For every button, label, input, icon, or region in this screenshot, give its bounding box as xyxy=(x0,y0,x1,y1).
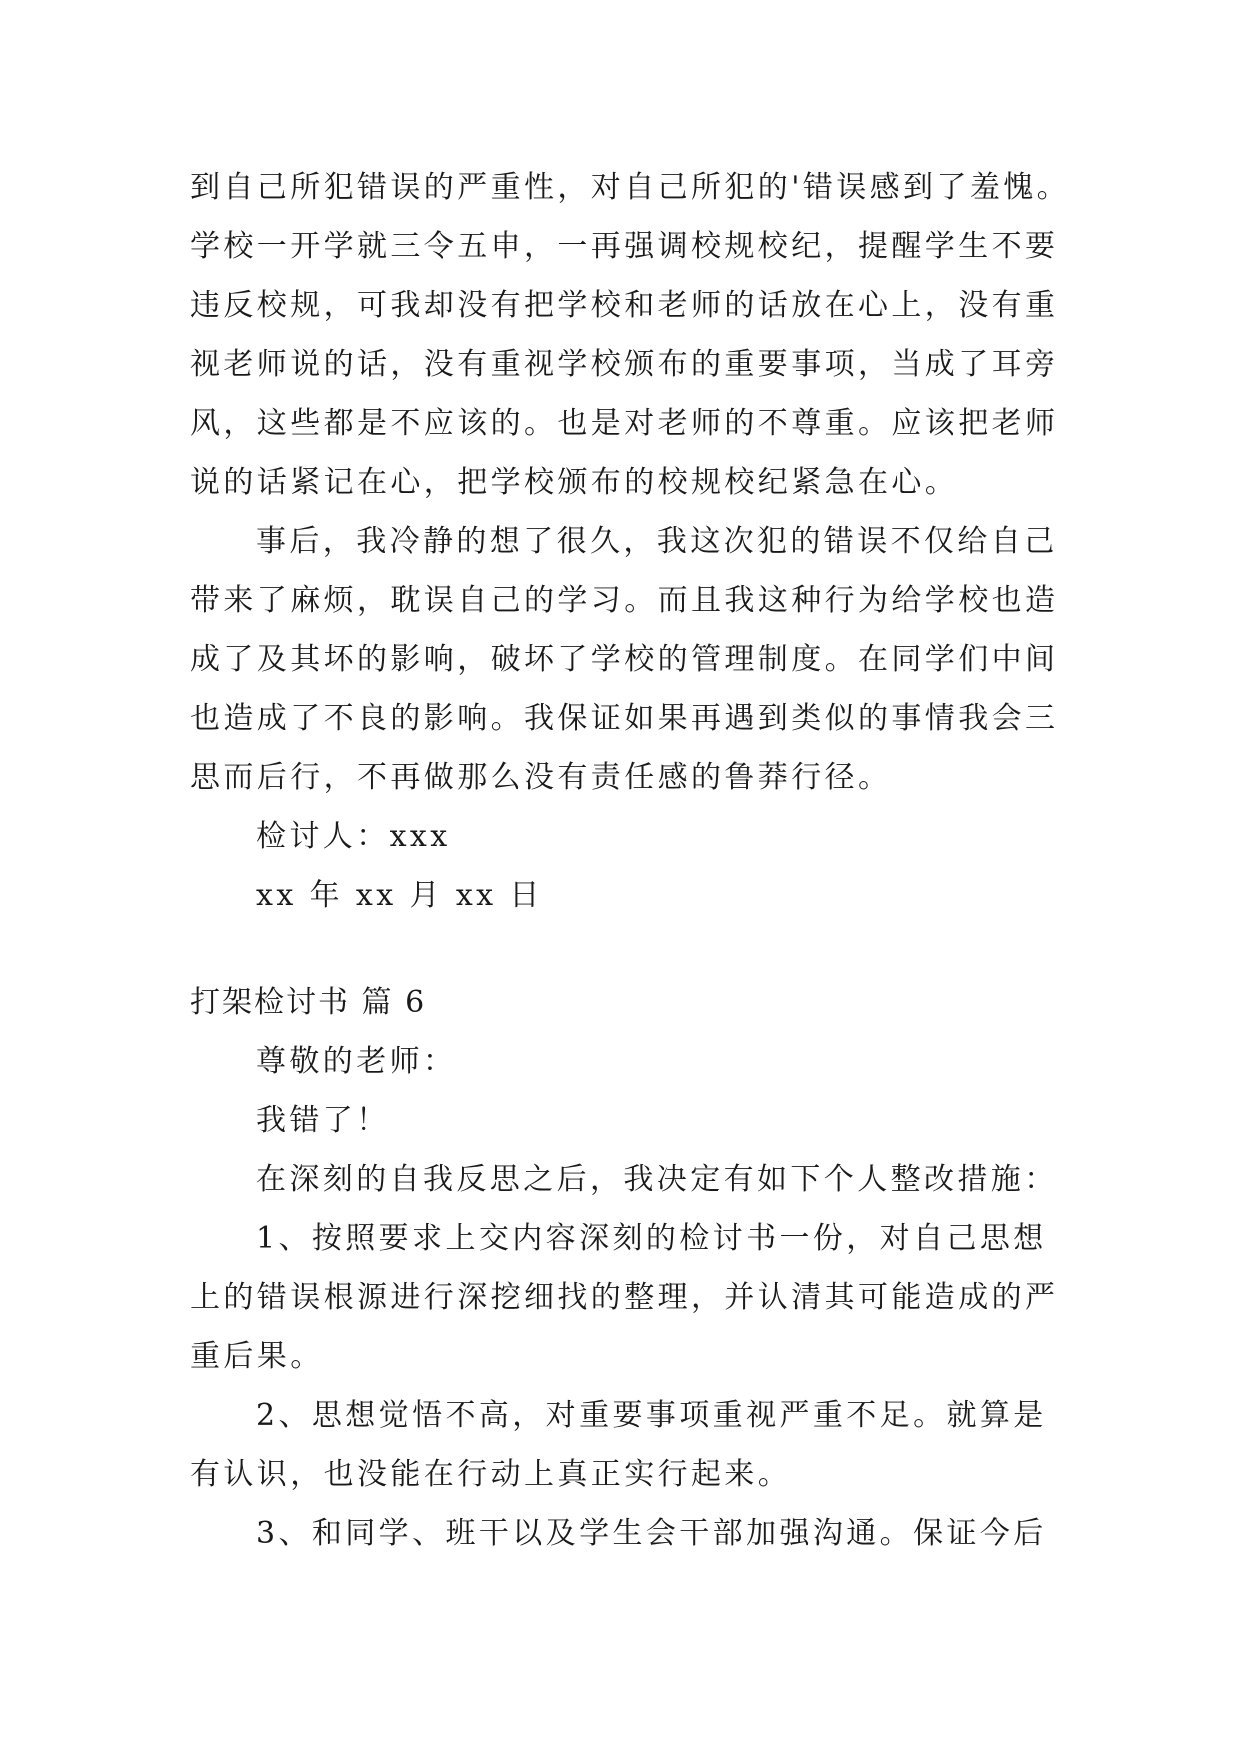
section-title: 打架检讨书 篇 6 xyxy=(190,985,427,1020)
list-item-line: 1、按照要求上交内容深刻的检讨书一份，对自己思想 xyxy=(256,1221,1047,1256)
paragraph-line: 事后，我冷静的想了很久，我这次犯的错误不仅给自己 xyxy=(256,524,1058,559)
paragraph-line: 成了及其坏的影响，破坏了学校的管理制度。在同学们中间 xyxy=(190,642,1059,677)
list-item-line: 重后果。 xyxy=(190,1339,324,1374)
list-item-line: 3、和同学、班干以及学生会干部加强沟通。保证今后 xyxy=(256,1516,1047,1551)
list-item-line: 上的错误根源进行深挖细找的整理，并认清其可能造成的严 xyxy=(190,1280,1059,1315)
apology-line: 我错了！ xyxy=(256,1103,390,1138)
paragraph-line: 视老师说的话，没有重视学校颁布的重要事项，当成了耳旁 xyxy=(190,347,1059,382)
list-item-line: 有认识，也没能在行动上真正实行起来。 xyxy=(190,1457,792,1492)
paragraph-line: 带来了麻烦，耽误自己的学习。而且我这种行为给学校也造 xyxy=(190,583,1059,618)
salutation: 尊敬的老师： xyxy=(256,1044,457,1079)
intro-line: 在深刻的自我反思之后，我决定有如下个人整改措施： xyxy=(256,1162,1058,1197)
date-line: xx 年 xx 月 xx 日 xyxy=(256,878,543,913)
signature-line: 检讨人：xxx xyxy=(256,819,451,854)
paragraph-line: 也造成了不良的影响。我保证如果再遇到类似的事情我会三 xyxy=(190,701,1059,736)
paragraph-line: 思而后行，不再做那么没有责任感的鲁莽行径。 xyxy=(190,760,892,795)
paragraph-line: 说的话紧记在心，把学校颁布的校规校纪紧急在心。 xyxy=(190,465,959,500)
paragraph-line: 风，这些都是不应该的。也是对老师的不尊重。应该把老师 xyxy=(190,406,1059,441)
paragraph-line: 学校一开学就三令五申，一再强调校规校纪，提醒学生不要 xyxy=(190,229,1059,264)
paragraph-line: 违反校规，可我却没有把学校和老师的话放在心上，没有重 xyxy=(190,288,1059,323)
list-item-line: 2、思想觉悟不高，对重要事项重视严重不足。就算是 xyxy=(256,1398,1047,1433)
paragraph-line: 到自己所犯错误的严重性，对自己所犯的'错误感到了羞愧。 xyxy=(190,170,1071,205)
